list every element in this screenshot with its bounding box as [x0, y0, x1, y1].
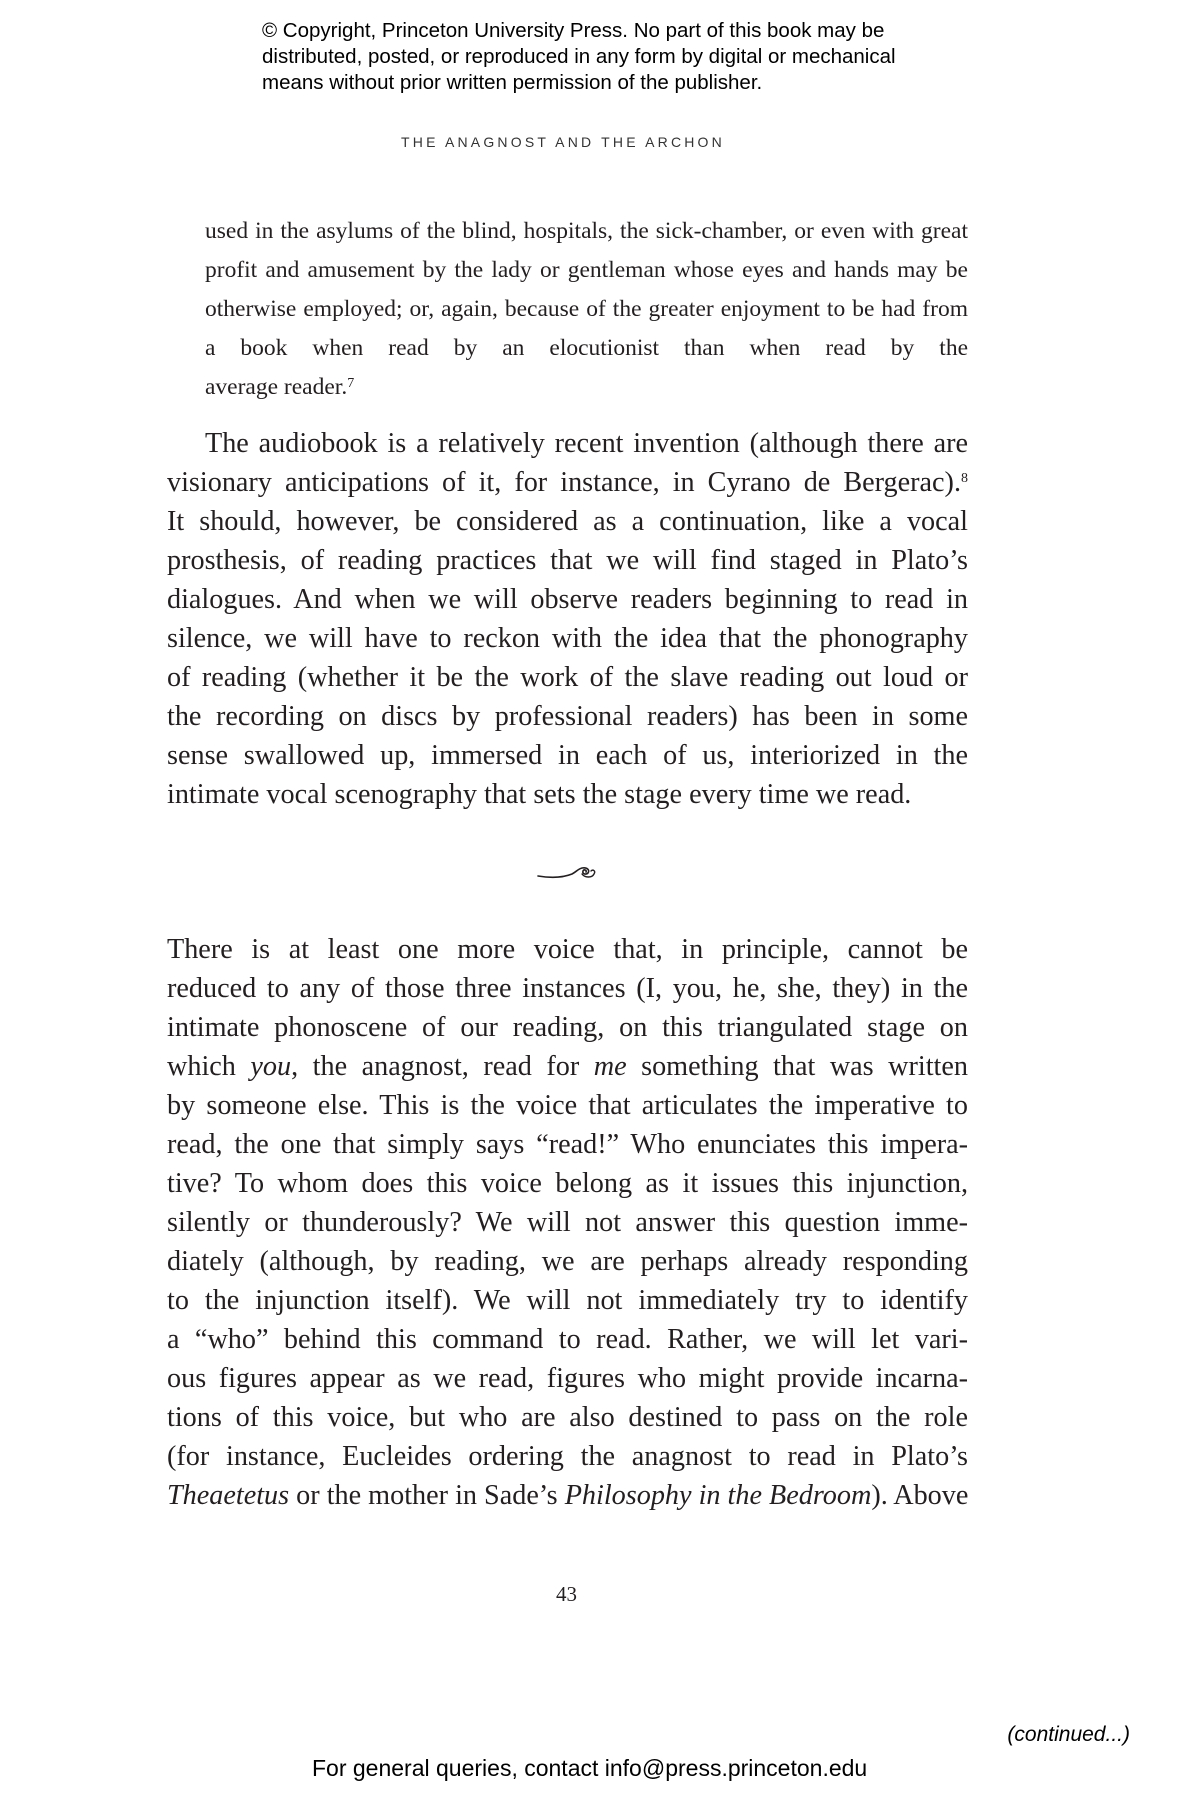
- footer-contact[interactable]: For general queries, contact info@press.princeton.edu: [312, 1755, 868, 1781]
- block-quote-text: used in the asylums of the blind, hospitals, the sick-chamber, or even with great profit and amusement by the lady or gentleman whose eyes and hands may be otherwise employed; or, again, because of the greater enjoyment to be had from a book when read by an elocutionist than when read by the: [205, 218, 968, 361]
- paragraph-line-text: visionary anticipations of it, for instance, in Cyrano de Bergerac).: [167, 467, 961, 498]
- paragraph-line: reduced to any of those three instances (I, you, he, she, they) in the: [167, 973, 968, 1004]
- text-run: which: [167, 1051, 251, 1082]
- text-run: or the mother in Sade’s: [289, 1480, 565, 1511]
- paragraph-line: (for instance, Eucleides ordering the anagnost to read in Plato’s: [167, 1441, 968, 1472]
- paragraph-line: The audiobook is a relatively recent invention (although there are: [205, 428, 968, 459]
- paragraph-line: dialogues. And when we will observe readers beginning to read in: [167, 584, 968, 615]
- paragraph-line: intimate phonoscene of our reading, on this triangulated stage on: [167, 1012, 968, 1043]
- paragraph-line: of reading (whether it be the work of the slave reading out loud or: [167, 662, 968, 693]
- paragraph-audiobook: [167, 424, 968, 814]
- block-quote: [205, 212, 968, 407]
- emphasis-you: you: [250, 1051, 292, 1082]
- footnote-marker[interactable]: 7: [347, 376, 355, 391]
- paragraph-line: sense swallowed up, immersed in each of us, interiorized in the: [167, 740, 968, 771]
- paragraph-line: the recording on discs by professional readers) has been in some: [167, 701, 968, 732]
- page-number: 43: [556, 1582, 577, 1606]
- copyright-line: © Copyright, Princeton University Press. No part of this book may be: [262, 19, 885, 42]
- paragraph-line: by someone else. This is the voice that articulates the imperative to: [167, 1090, 968, 1121]
- paragraph-line: [167, 1047, 968, 1086]
- copyright-notice: [262, 18, 1022, 96]
- text-run: ). Above: [871, 1480, 969, 1511]
- paragraph-line: diately (although, by reading, we are perhaps already responding: [167, 1246, 968, 1277]
- emphasis-me: me: [593, 1051, 627, 1082]
- text-run: something that was written: [626, 1051, 968, 1082]
- paragraph-line: intimate vocal scenography that sets the stage every time we read.: [167, 779, 912, 810]
- paragraph-line: prosthesis, of reading practices that we will find staged in Plato’s: [167, 545, 968, 576]
- paragraph-line: silence, we will have to reckon with the idea that the phonography: [167, 623, 968, 654]
- running-head: THE ANAGNOST AND THE ARCHON: [401, 134, 725, 150]
- paragraph-line: tive? To whom does this voice belong as it issues this injunction,: [167, 1168, 968, 1199]
- continued-note: (continued...): [1007, 1723, 1130, 1746]
- paragraph-line: [167, 1476, 968, 1515]
- paragraph-imperative: [167, 930, 968, 1515]
- footnote-marker[interactable]: 8: [961, 471, 968, 486]
- paragraph-line: a “who” behind this command to read. Rather, we will let vari-: [167, 1324, 968, 1355]
- paragraph-line: There is at least one more voice that, in principle, cannot be: [167, 934, 968, 965]
- text-run: , the anagnost, read for: [291, 1051, 594, 1082]
- paragraph-line: ous figures appear as we read, figures who might provide incarna-: [167, 1363, 968, 1394]
- paragraph-line: tions of this voice, but who are also destined to pass on the role: [167, 1402, 968, 1433]
- paragraph-line: to the injunction itself). We will not immediately try to identify: [167, 1285, 968, 1316]
- paragraph-line: silently or thunderously? We will not answer this question imme-: [167, 1207, 968, 1238]
- fleuron-ornament-icon: [536, 860, 600, 884]
- paragraph-line: [167, 463, 968, 502]
- paragraph-line: It should, however, be considered as a continuation, like a vocal: [167, 506, 968, 537]
- block-quote-last-line: [205, 368, 968, 407]
- book-title-theaetetus: Theaetetus: [167, 1480, 290, 1511]
- copyright-line: distributed, posted, or reproduced in any form by digital or mechanical: [262, 45, 896, 68]
- book-title-philosophy-in-the-bedroom: Philosophy in the Bedroom: [564, 1480, 872, 1511]
- paragraph-line: read, the one that simply says “read!” Who enunciates this impera-: [167, 1129, 968, 1160]
- copyright-line: means without prior written permission of the publisher.: [262, 71, 763, 94]
- block-quote-last-text: average reader.: [205, 374, 348, 400]
